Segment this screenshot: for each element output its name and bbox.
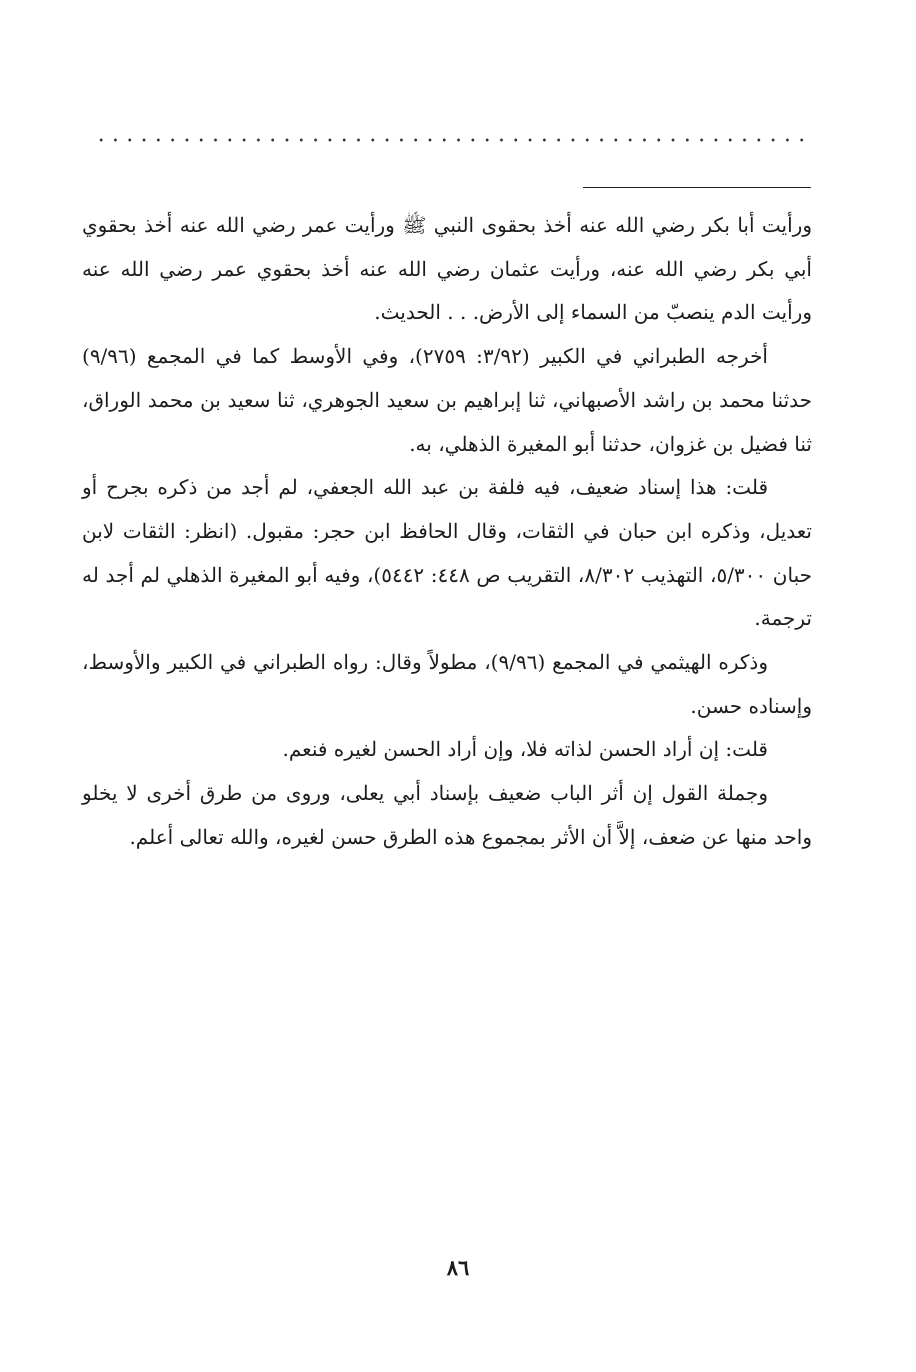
paragraph-hasan-note: قلت: إن أراد الحسن لذاته فلا، وإن أراد الحسن لغيره فنعم. <box>282 737 768 762</box>
paragraph-haythami: وذكره الهيثمي في المجمع (٩/٩٦)، مطولاً وقال: رواه الطبراني في الكبير والأوسط، وإسناده حسن. <box>82 650 812 718</box>
page-number: ٨٦ <box>446 1255 470 1280</box>
paragraph-takhrij: أخرجه الطبراني في الكبير (٣/٩٢: ٢٧٥٩)، وفي الأوسط كما في المجمع (٩/٩٦) حدثنا محمد بن راشد الأصبهاني، ثنا إبراهيم بن سعيد الجوهري، ثنا سعيد بن محمد الوراق، ثنا فضيل بن غزوان، حدثنا أبو المغيرة الذهلي، به. <box>82 344 812 456</box>
paragraph-hadith-text: ورأيت أبا بكر رضي الله عنه أخذ بحقوى النبي ﷺ ورأيت عمر رضي الله عنه أخذ بحقوي أبي بكر رضي الله عنه، ورأيت عثمان رضي الله عنه أخذ بحقوي عمر رضي الله عنه ورأيت الدم ينصبّ من السماء إلى الأرض. . . الحديث. <box>82 213 812 325</box>
paragraph-isnad-judgement: قلت: هذا إسناد ضعيف، فيه فلفة بن عبد الله الجعفي، لم أجد من ذكره بجرح أو تعديل، وذكره ابن حبان في الثقات، وقال الحافظ ابن حجر: مقبول. (انظر: الثقات لابن حبان ٥/٣٠٠، التهذيب ٨/٣٠٢، التقريب ص ٤٤٨: ٥٤٤٢)، وفيه أبو المغيرة الذهلي لم أجد له ترجمة. <box>82 475 812 631</box>
dotted-separator <box>94 138 812 142</box>
section-rule <box>583 187 811 188</box>
paragraph-conclusion: وجملة القول إن أثر الباب ضعيف بإسناد أبي يعلى، وروى من طرق أخرى لا يخلو واحد منها عن ضعف، إلاَّ أن الأثر بمجموع هذه الطرق حسن لغيره، والله تعالى أعلم. <box>82 781 812 849</box>
main-text <box>82 204 812 860</box>
